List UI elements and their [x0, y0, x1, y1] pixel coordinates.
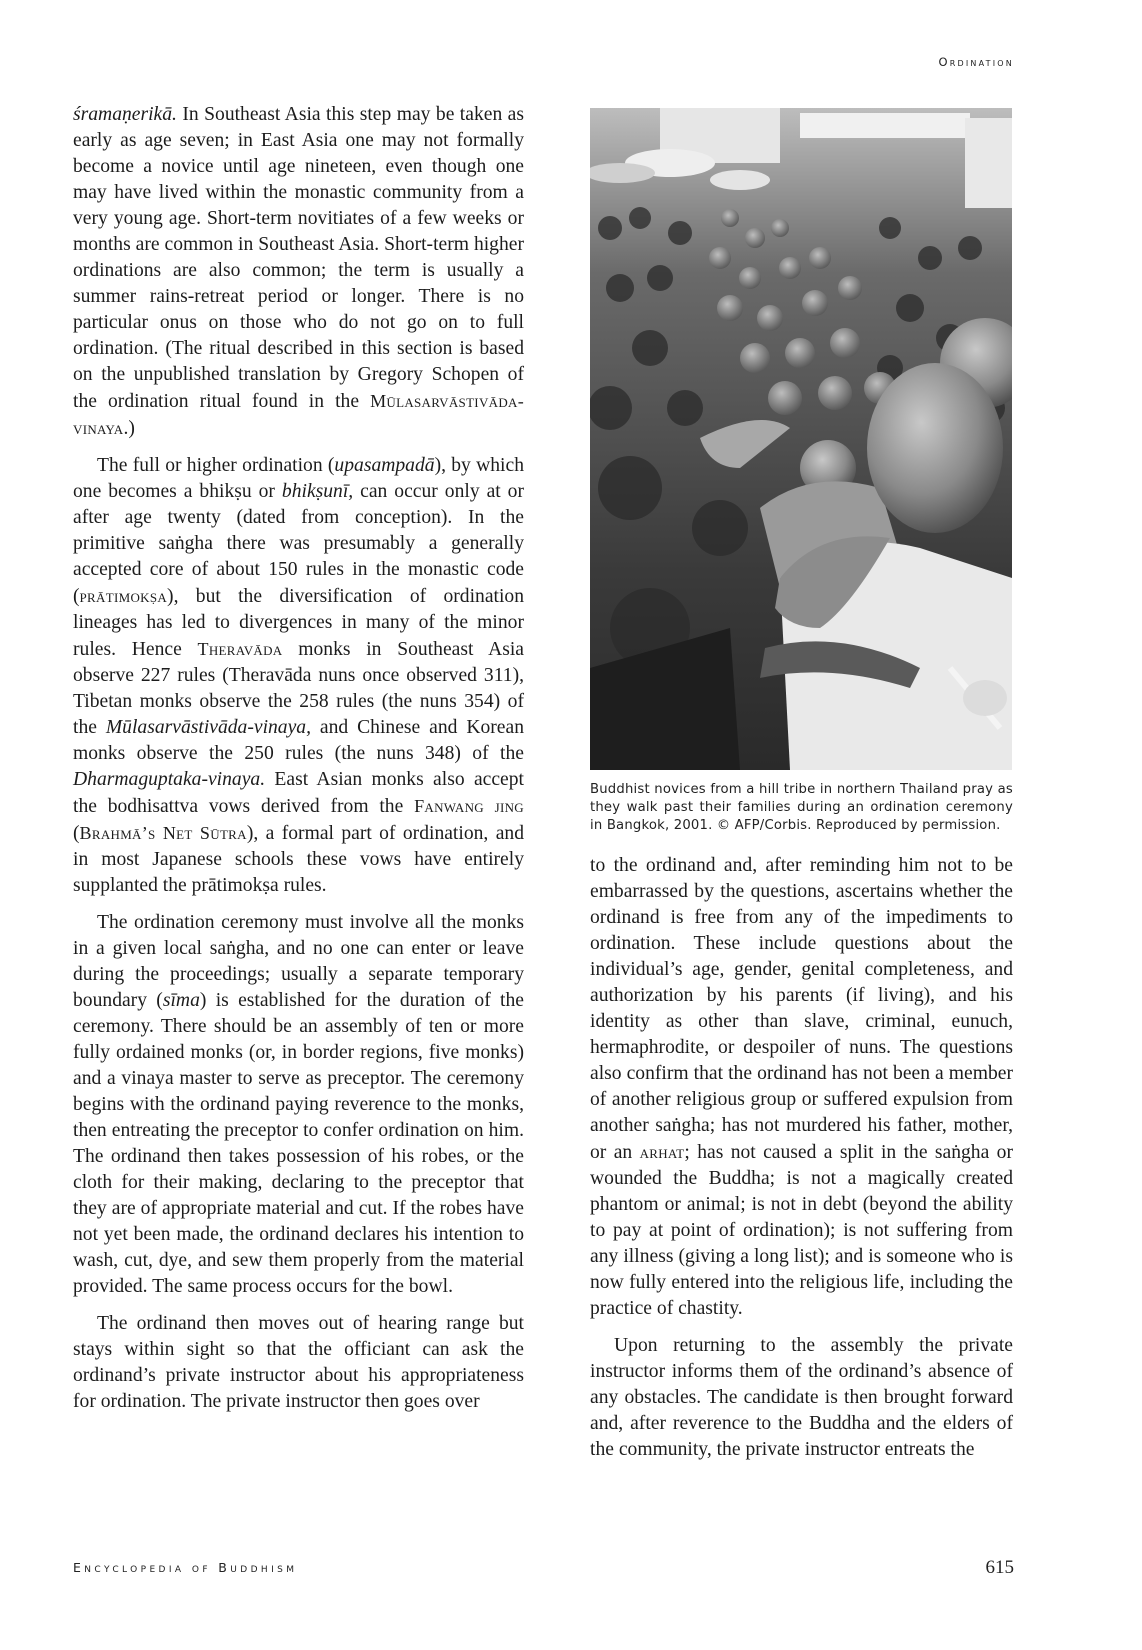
foreground-novice-head	[867, 363, 1003, 533]
tent-canopy	[800, 113, 970, 138]
text-run: can occur only at or after age twenty (dated from conception). In the primitive saṅgha there was presumably a generally accepted core of about 150 rules in the monastic code (	[73, 481, 524, 607]
text-run: The ordination ceremony must involve all the monks in a given local saṅgha, and no one can enter or leave during the proceedings; usually a separate temporary boundary (	[73, 912, 524, 1011]
text-run: East Asian monks also accept the bodhisattva vows derived from the	[73, 769, 524, 817]
italic-term: Mūlasarvāstivāda-vinaya,	[105, 717, 311, 738]
paragraph	[73, 910, 524, 1300]
temple-pillar	[965, 118, 1012, 208]
text-run: .)	[123, 418, 135, 439]
text-run: In Southeast Asia this step may be taken as early as age seven; in East Asia one may not formally become a novice until age nineteen, even though one may have lived within the monastic community from a very young age. Short-term novitiates of a few weeks or months are common in Southeast Asia. Short-term higher ordinations are also common; the term is usually a summer rains-retreat period or longer. There is no particular onus on those who do not go on to full ordination. (The ritual described in this section is based on the unpublished translation by Gregory Schopen of the ordination ritual found in the	[73, 104, 524, 412]
text-run: to the ordinand and, after reminding him not to be embarrassed by the questions, ascertains whether the ordinand is free from any of the impediments to ordination. These include questions about the individual’s age, gender, genital completeness, and authorization by his parents (if living), and his identity as other than slave, criminal, eunuch, hermaphrodite, or despoiler of nuns. The questions also confirm that the ordinand has not been a member of another religious group or suffered expulsion from another saṅgha; has not murdered his father, mother, or an	[590, 855, 1013, 1163]
text-run: ), a formal part of ordination, and in most Japanese schools these vows have entirely supplanted the prātimokṣa rules.	[73, 823, 524, 896]
paragraph	[590, 853, 1013, 1322]
paragraph	[73, 1311, 524, 1415]
umbrella	[710, 170, 770, 190]
left-column	[73, 102, 524, 1426]
book-title-footer: Encyclopedia of Buddhism	[73, 1560, 298, 1575]
italic-term: sīma	[162, 990, 200, 1011]
cross-reference: Theravāda	[197, 639, 283, 659]
italic-term: Dharmaguptaka-vinaya.	[73, 769, 266, 790]
page-number: 615	[985, 1557, 1014, 1578]
paragraph	[73, 453, 524, 899]
italic-term: śramaṇerikā.	[73, 104, 177, 125]
text-run: ; has not caused a split in the saṅgha or wounded the Buddha; is not a magically created phantom or animal; is not in debt (beyond the ability to pay at point of ordination); is not suffering from any illness (giving a long list); and is someone who is now fully entered into the religious life, including the practice of chastity.	[590, 1142, 1013, 1319]
text-run: Upon returning to the assembly the private instructor informs them of the ordinand’s absence of any obstacles. The candidate is then brought forward and, after reverence to the Buddha and the elders of the community, the private instructor entreats the	[590, 1335, 1013, 1460]
cross-reference: arhat	[639, 1142, 685, 1162]
flower-offering	[963, 680, 1007, 716]
photo-image	[590, 108, 1012, 770]
paragraph	[73, 102, 524, 442]
running-head: Ordination	[938, 55, 1014, 69]
cross-reference: Fanwang jing	[414, 796, 524, 816]
photograph-ordination-ceremony	[590, 108, 1012, 770]
right-column	[590, 853, 1013, 1474]
italic-term: upasampadā	[334, 455, 435, 476]
paragraph	[590, 1333, 1013, 1463]
italic-term: bhikṣunī,	[281, 481, 354, 502]
text-run: and Chinese and Korean monks observe the 250 rules (the nuns 348) of the	[73, 717, 524, 764]
cross-reference: Mūlasarvāstivāda-vinaya	[73, 391, 524, 438]
text-run: The ordinand then moves out of hearing range but stays within sight so that the officiant can ask the ordinand’s private instructor about his appropriateness for ordination. The private instructor then goes over	[73, 1313, 524, 1412]
text-run: ), but the diversification of ordination lineages has led to divergences in many of the minor rules. Hence	[73, 586, 524, 660]
figure-caption: Buddhist novices from a hill tribe in northern Thailand pray as they walk past their families during an ordination ceremony in Bangkok, 2001. © AFP/Corbis. Reproduced by permission.	[590, 782, 1013, 833]
text-run: ) is established for the duration of the ceremony. There should be an assembly of ten or more fully ordained monks (or, in border regions, five monks) and a vinaya master to serve as preceptor. The ceremony begins with the ordinand paying reverence to the monks, then entreating the preceptor to confer ordination on him. The ordinand then takes possession of his robes, or the cloth for their making, declaring to the preceptor that they are of appropriate material and cut. If the robes have not yet been made, the ordinand declares his intention to wash, cut, dye, and sew them properly from the material provided. The same process occurs for the bowl.	[73, 990, 524, 1297]
cross-reference: Brahmā’s Net Sūtra	[79, 823, 247, 843]
text-run: The full or higher ordination (	[97, 455, 335, 476]
text-run: monks in Southeast Asia observe 227 rules (Theravāda nuns once observed 311), Tibetan monks observe the 258 rules (the nuns 354) of the	[73, 639, 524, 738]
text-run: (	[73, 823, 80, 844]
cross-reference: prātimokṣa	[79, 586, 168, 606]
text-run: ), by which one becomes a bhikṣu or	[73, 455, 524, 502]
